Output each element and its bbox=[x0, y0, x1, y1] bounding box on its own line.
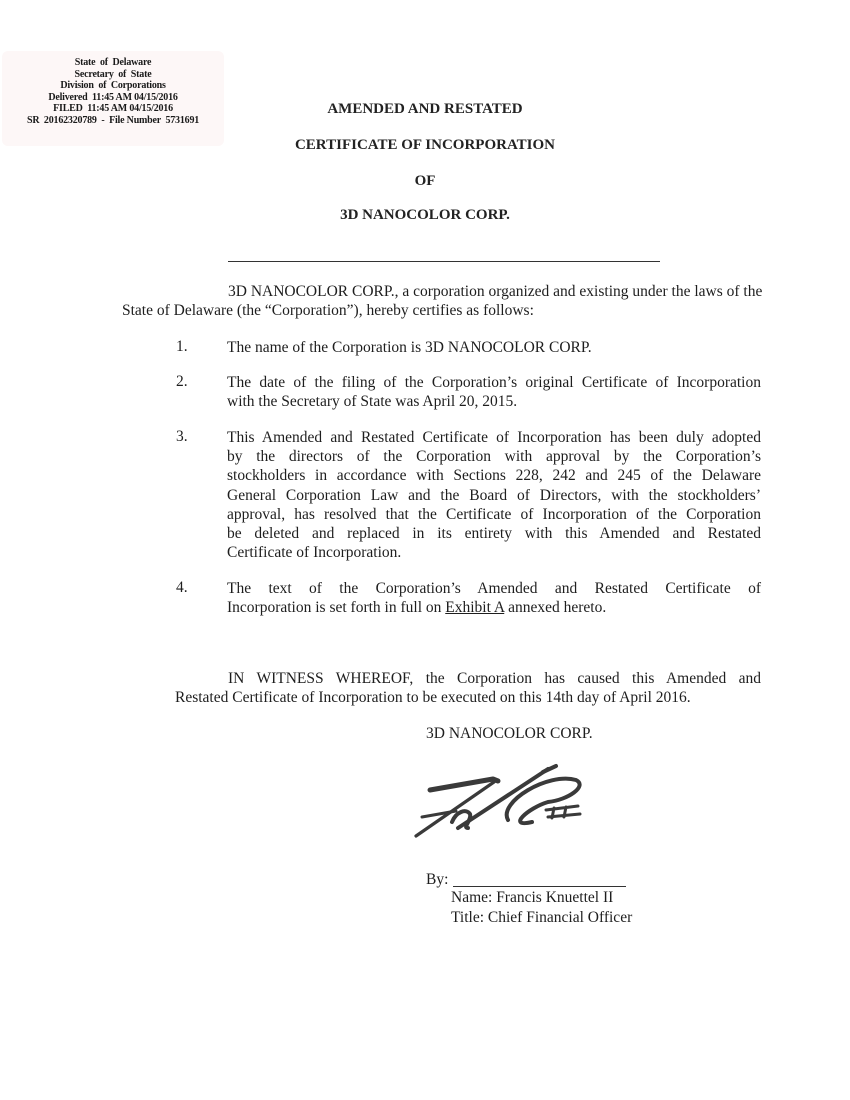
signature-line bbox=[453, 886, 626, 887]
item-line: The text of the Corporation’s Amended and Restated Certificate of bbox=[227, 580, 761, 597]
item-line: The name of the Corporation is 3D NANOCOLOR CORP. bbox=[227, 339, 592, 356]
item-text: annexed hereto. bbox=[504, 599, 607, 617]
item-1-text bbox=[227, 338, 761, 357]
item-line: This Amended and Restated Certificate of Incorporation has been duly adopted bbox=[227, 429, 761, 446]
item-3-text bbox=[227, 428, 761, 562]
item-number: 4. bbox=[176, 579, 188, 596]
intro-line-2: State of Delaware (the “Corporation”), hereby certifies as follows: bbox=[122, 302, 534, 319]
item-line: Certificate of Incorporation. bbox=[227, 544, 402, 562]
item-line: The date of the filing of the Corporation’s original Certificate of Incorporation bbox=[227, 374, 761, 391]
item-2-text bbox=[227, 373, 761, 411]
stamp-line: Delivered 11:45 AM 04/15/2016 bbox=[48, 91, 178, 103]
signatory-company: 3D NANOCOLOR CORP. bbox=[426, 725, 593, 742]
item-line: stockholders in accordance with Sections 228, 242 and 245 of the Delaware bbox=[227, 467, 761, 485]
intro-line-1: 3D NANOCOLOR CORP., a corporation organized and existing under the laws of the bbox=[228, 283, 763, 300]
stamp-line: State of Delaware bbox=[74, 57, 152, 68]
witness-line-2: Restated Certificate of Incorporation to be executed on this 14th day of April 2016. bbox=[175, 689, 691, 706]
document-title-line-3: OF bbox=[414, 173, 436, 189]
item-number: 1. bbox=[176, 338, 188, 355]
item-number: 3. bbox=[176, 428, 188, 445]
stamp-line: SR 20162320789 - File Number 5731691 bbox=[26, 114, 200, 126]
witness-line-1 bbox=[228, 669, 761, 688]
signatory-title: Title: Chief Financial Officer bbox=[451, 909, 633, 926]
item-line: General Corporation Law and the Board of Directors, with the stockholders’ bbox=[227, 486, 761, 504]
witness-text: IN WITNESS WHEREOF, the Corporation has caused this Amended and bbox=[228, 670, 761, 687]
exhibit-a-reference: Exhibit A bbox=[445, 599, 505, 617]
item-number: 2. bbox=[176, 373, 188, 390]
by-label: By: bbox=[426, 871, 449, 888]
item-line bbox=[227, 598, 761, 617]
stamp-line: FILED 11:45 AM 04/15/2016 bbox=[53, 103, 173, 115]
signatory-name: Name: Francis Knuettel II bbox=[451, 889, 614, 906]
document-title-company: 3D NANOCOLOR CORP. bbox=[340, 207, 510, 223]
item-line: approval, has resolved that the Certificate of Incorporation of the Corporation bbox=[227, 505, 761, 523]
handwritten-signature bbox=[398, 762, 598, 852]
item-line: be deleted and replaced in its entirety with this Amended and Restated bbox=[227, 525, 761, 543]
document-title-line-2: CERTIFICATE OF INCORPORATION bbox=[294, 137, 556, 153]
document-title-line-1: AMENDED AND RESTATED bbox=[327, 101, 523, 117]
title-divider bbox=[228, 261, 660, 262]
stamp-line: Secretary of State bbox=[74, 68, 152, 80]
item-line: by the directors of the Corporation with approval by the Corporation’s bbox=[227, 448, 761, 466]
item-line: with the Secretary of State was April 20, 2015. bbox=[227, 393, 518, 411]
stamp-line: Division of Corporations bbox=[60, 80, 166, 92]
item-text: Incorporation is set forth in full on bbox=[227, 599, 446, 617]
item-4-text bbox=[227, 579, 761, 617]
filing-stamp bbox=[2, 51, 224, 146]
